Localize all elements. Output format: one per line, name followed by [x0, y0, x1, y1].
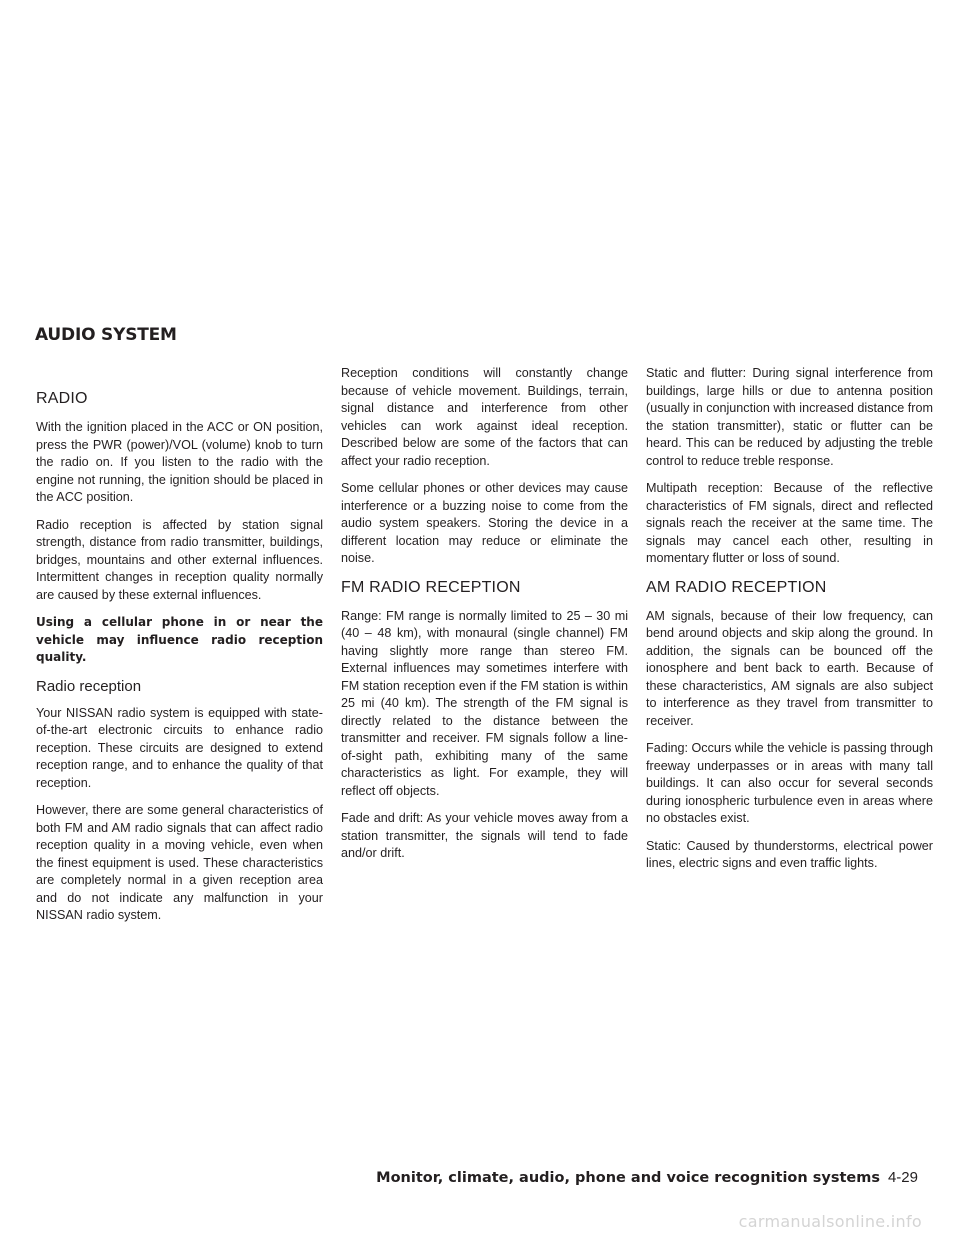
- paragraph: Some cellular phones or other devices may cause interference or a buzzing noise to come from the audio system speakers. Storing the device in a different location may reduce or eliminate the noise.: [341, 481, 628, 565]
- paragraph: Range: FM range is normally limited to 25 – 30 mi (40 – 48 km), with monaural (single channel) FM having slightly more range than stereo FM. External influences may sometimes interfere with FM station reception even if the FM station is within 25 mi (40 km). The strength of the FM signal is directly related to the distance between the transmitter and receiver. FM signals follow a line-of-sight path, exhibiting many of the same characteristics as light. For example, they will reflect off objects.: [341, 608, 628, 798]
- heading-fm-radio-reception: FM RADIO RECEPTION: [341, 578, 521, 596]
- paragraph: Multipath reception: Because of the reflective characteristics of FM signals, direct and reflected signals reach the receiver at the same time. The signals may cancel each other, resulting in momentary flutter or loss of sound.: [646, 481, 933, 565]
- page-footer: [376, 1169, 918, 1186]
- paragraph: Fading: Occurs while the vehicle is passing through freeway underpasses or in areas with many tall buildings. It can also occur for several seconds during ionospheric turbulence even in areas where no obstacles exist.: [646, 741, 934, 825]
- paragraph: Fade and drift: As your vehicle moves away from a station transmitter, the signals will tend to fade and/or drift.: [341, 811, 628, 860]
- column-2: [341, 365, 628, 873]
- paragraph: Static and flutter: During signal interference from buildings, large hills or due to antenna position (usually in conjunction with increased distance from the station transmitter), static or flutter can be heard. This can be reduced by adjusting the treble control to reduce treble response.: [646, 366, 933, 468]
- paragraph: AM signals, because of their low frequency, can bend around objects and skip along the ground. In addition, the signals can be bounced off the ionosphere and bent back to earth. Because of these characteristics, AM signals are also subject to interference as they travel from transmitter to receiver.: [646, 608, 933, 728]
- paragraph: With the ignition placed in the ACC or ON position, press the PWR (power)/VOL (volume) knob to turn the radio on. If you listen to the radio with the engine not running, the ignition should be placed in the ACC position.: [36, 420, 323, 504]
- paragraph: However, there are some general characteristics of both FM and AM radio signals that can affect radio reception quality in a moving vehicle, even when the finest equipment is used. These characteristics are completely normal in a given reception area and do not indicate any malfunction in your NISSAN radio system.: [36, 803, 323, 922]
- paragraph: Your NISSAN radio system is equipped with state-of-the-art electronic circuits to enhance radio reception. These circuits are designed to extend reception range, and to enhance the quality of that reception.: [36, 705, 323, 790]
- watermark: carmanualsonline.info: [738, 1212, 922, 1231]
- page-number: 4-29: [887, 1169, 918, 1186]
- heading-radio: RADIO: [36, 390, 88, 407]
- heading-radio-reception: Radio reception: [36, 677, 142, 695]
- column-3: [646, 365, 933, 883]
- section-title: AUDIO SYSTEM: [35, 325, 177, 345]
- chapter-title: Monitor, climate, audio, phone and voice recognition systems: [376, 1170, 880, 1186]
- heading-am-radio-reception: AM RADIO RECEPTION: [646, 578, 827, 596]
- column-1: [36, 389, 323, 935]
- paragraph: Static: Caused by thunderstorms, electrical power lines, electric signs and even traffic lights.: [646, 838, 933, 870]
- paragraph: Reception conditions will constantly change because of vehicle movement. Buildings, terrain, signal distance and interference from other vehicles can work against ideal reception. Described below are some of the factors that can affect your radio reception.: [341, 366, 628, 468]
- paragraph: Radio reception is affected by station signal strength, distance from radio transmitter, buildings, bridges, mountains and other external influences. Intermittent changes in reception quality normally are caused by these external influences.: [36, 517, 323, 602]
- warning-note: Using a cellular phone in or near the vehicle may influence radio reception quality.: [36, 615, 323, 664]
